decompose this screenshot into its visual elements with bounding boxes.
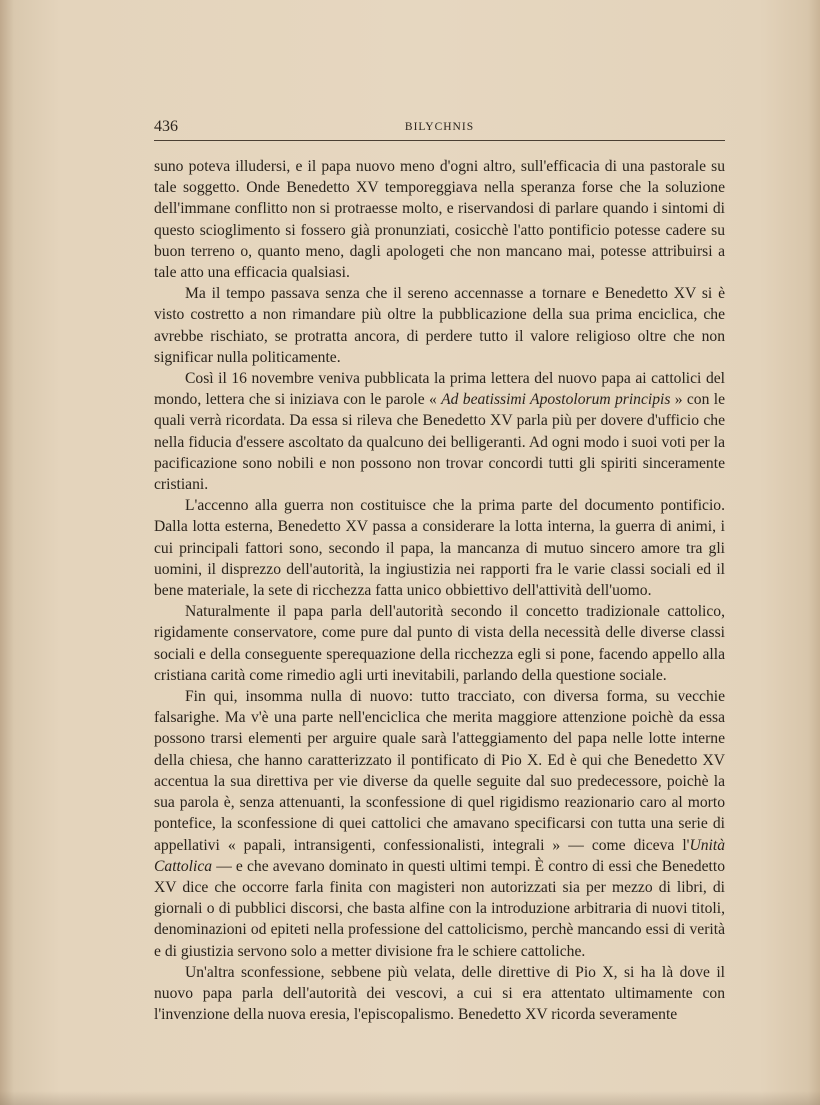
- text-segment: » con le quali verrà ricordata. Da essa si rileva che Benedetto XV parla più per dovere d'ufficio che nella fiducia d'essere ascoltato da qualcuno dei belligeranti. Ad ogni modo i suoi voti per la pacificazione sono nobili e non possono non trovar concordi tutti gli spiriti sinceramente cristiani.: [154, 391, 725, 494]
- text-segment: Fin qui, insomma nulla di nuovo: tutto tracciato, con diversa forma, su vecchie falsarighe. Ma v'è una parte nell'enciclica che merita maggiore attenzione poichè da essa possono trarsi elementi per arguire quale sarà l'atteggiamento del papa nelle lotte interne della chiesa, che hanno caratterizzato il pontificato di Pio X. Ed è qui che Benedetto XV accentua la sua direttiva per vie diverse da quelle seguite dal suo predecessore, poichè la sua parola è, senza attenuanti, la sconfessione di quel rigidismo reazionario caro al morto pontefice, la sconfessione di quei cattolici che amavano specificarsi con tutta una serie di appellativi « papali, intransigenti, confessionalisti, integrali » — come diceva l': [154, 688, 725, 854]
- italic-text: Unità Cattolica: [154, 836, 725, 875]
- text-segment: Ma il tempo passava senza che il sereno accennasse a tornare e Benedetto XV si è visto costretto a non rimandare più oltre la pubblicazione della sua prima enciclica, che avrebbe rischiato, se protratta ancora, di perdere tutto il valore religioso oltre che non significar nulla politicamente.: [154, 285, 725, 366]
- text-segment: Così il 16 novembre veniva pubblicata la prima lettera del nuovo papa ai cattolici del mondo, lettera che si iniziava con le parole «: [154, 370, 725, 409]
- paragraph: [154, 495, 725, 601]
- paragraph: [154, 686, 725, 962]
- page-bottom-edge: [0, 1091, 820, 1105]
- paragraph: [154, 962, 725, 1026]
- running-head: BILYCHNIS: [404, 121, 475, 133]
- paragraph: [154, 601, 725, 686]
- page-number: 436: [154, 118, 178, 135]
- text-segment: L'accenno alla guerra non costituisce che la prima parte del documento pontificio. Dalla lotta esterna, Benedetto XV passa a considerare la lotta interna, la guerra di animi, i cui principali fattori sono, secondo il papa, la mancanza di mutuo sincero amore tra gli uomini, il disprezzo dell'autorità, la ingiustizia nei rapporti fra le varie classi sociali ed il bene materiale, la sete di ricchezza fatta unico obbiettivo dell'attività dell'uomo.: [154, 497, 725, 600]
- text-segment: — e che avevano dominato in questi ultimi tempi. È contro di essi che Benedetto XV dice che occorre farla finita con magisteri non autorizzati sia per mezzo di libri, di giornali o di pubblici discorsi, che basta alfine con la introduzione arbitraria di nuovi titoli, denominazioni od epiteti nella professione del cattolicismo, perchè mancando essi di verità e di giustizia servono solo a metter divisione fra le schiere cattoliche.: [154, 857, 725, 960]
- text-segment: suno poteva illudersi, e il papa nuovo meno d'ogni altro, sull'efficacia di una pastorale su tale soggetto. Onde Benedetto XV temporeggiava nella speranza forse che la soluzione dell'immane conflitto non si protraesse molto, e riservandosi di parlare quando i sintomi di questo scioglimento si fossero già pronunziati, cosicchè l'atto pontificio potesse cadere su buon terreno o, quanto meno, dagli apologeti che non mancano mai, potesse attribuirsi a tale atto una efficacia qualsiasi.: [154, 158, 725, 282]
- italic-text: Ad beatissimi Apostolorum principis: [441, 391, 671, 409]
- paragraph: [154, 283, 725, 368]
- text-segment: Naturalmente il papa parla dell'autorità secondo il concetto tradizionale cattolico, rigidamente conservatore, come pure dal punto di vista della necessità delle diverse classi sociali e della conseguente sperequazione della ricchezza egli si pone, facendo appello alla cristiana carità come rimedio agli urti inevitabili, parlando della questione sociale.: [154, 603, 725, 684]
- text-segment: Un'altra sconfessione, sebbene più velata, delle direttive di Pio X, si ha là dove il nuovo papa parla dell'autorità dei vescovi, a cui si era attentato ultimamente con l'invenzione della nuova eresia, l'episcopalismo. Benedetto XV ricorda severamente: [154, 963, 725, 1024]
- header-rule: [154, 140, 725, 141]
- body-text: [154, 156, 725, 1025]
- page-header: [154, 118, 725, 140]
- paragraph: [154, 368, 725, 495]
- paragraph: [154, 156, 725, 283]
